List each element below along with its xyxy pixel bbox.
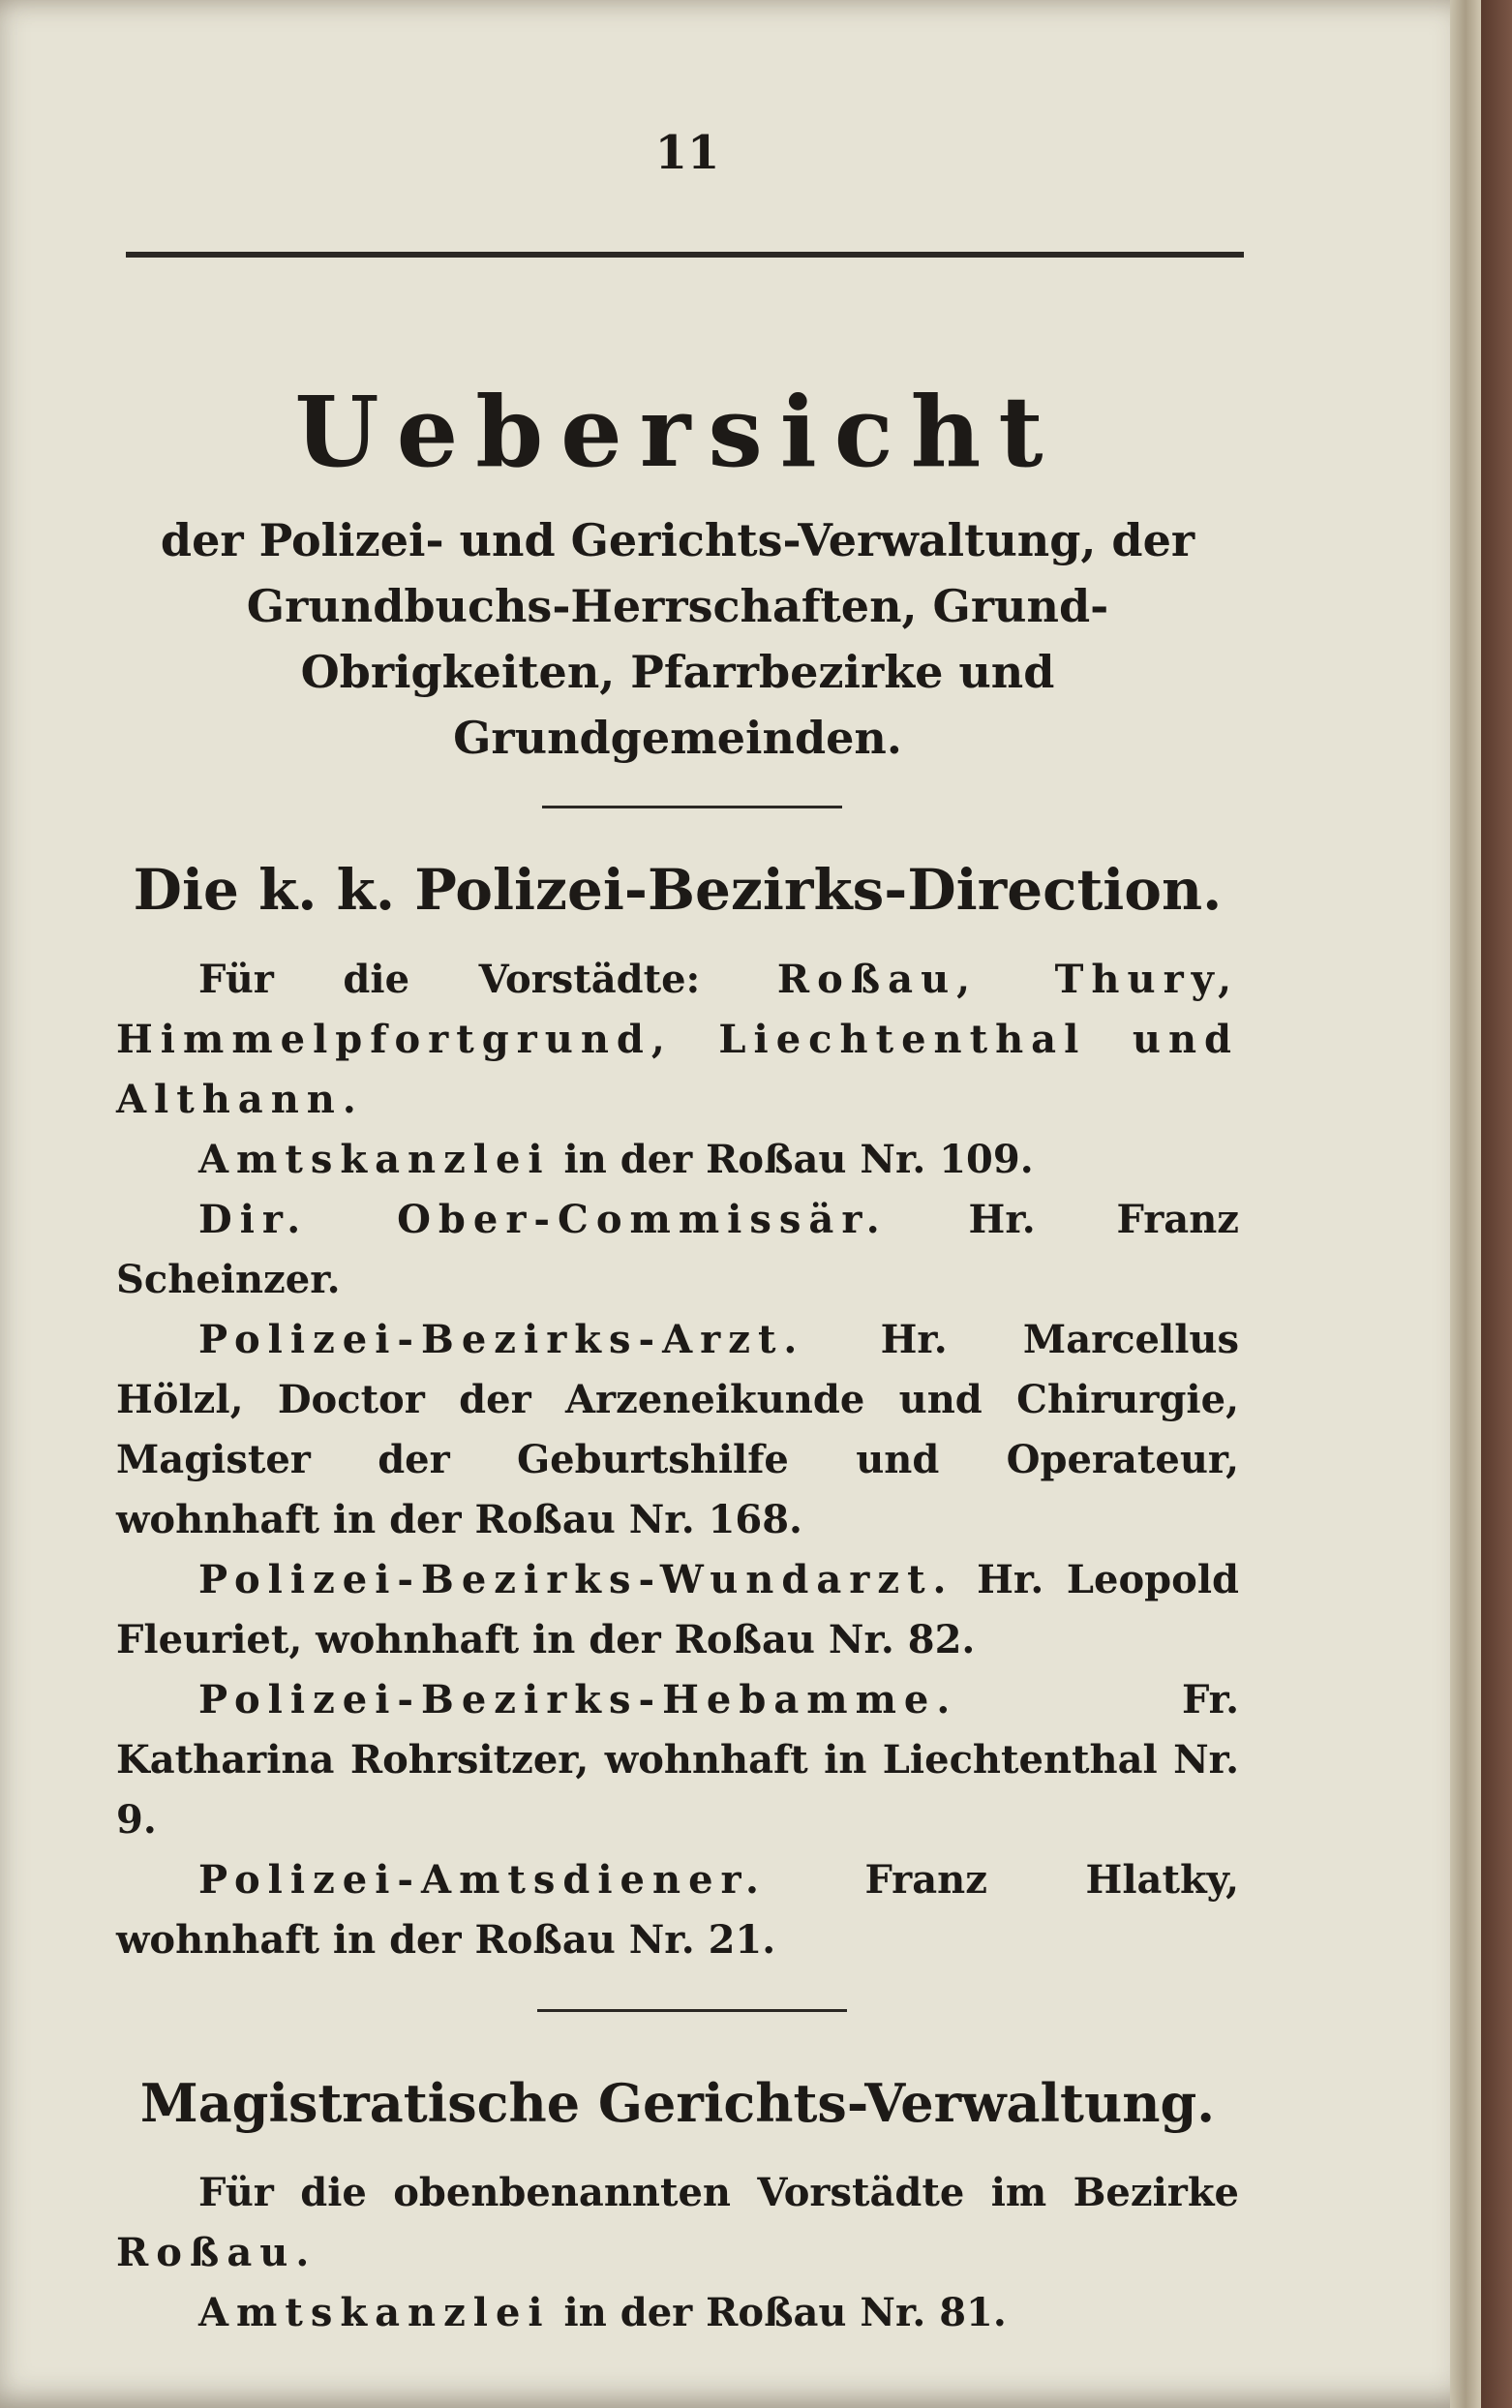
page-subtitle: der Polizei- und Gerichts-Verwaltung, der Grundbuchs-Herrschaften, Grund-Obrigkeiten, Pfarrbezirke und Grundgemeinden. — [160, 514, 1195, 764]
paragraph-hebamme — [116, 1670, 1239, 1850]
paragraph-lead: Polizei-Bezirks-Wundarzt. — [198, 1557, 954, 1602]
page-title: Uebersicht — [294, 375, 1061, 489]
divider-rule — [542, 806, 842, 808]
paragraph-lead: Dir. Ober-Commissär. — [198, 1197, 888, 1242]
paragraph-wundarzt — [116, 1550, 1239, 1670]
paragraph-body: Roßau. — [116, 2230, 318, 2275]
paragraph-lead: Polizei-Bezirks-Hebamme. — [198, 1677, 958, 1722]
divider-rule — [537, 2009, 847, 2012]
paragraph-lead: Polizei-Bezirks-Arzt. — [198, 1317, 805, 1362]
paragraph-body: in der Roßau Nr. 81. — [550, 2290, 1007, 2335]
paragraph-body: Hr. Franz Scheinzer. — [116, 1197, 1239, 1302]
paragraph-director — [116, 1190, 1239, 1310]
paragraph-amtskanzlei — [116, 1130, 1239, 1190]
paragraph-bezirk — [116, 2163, 1239, 2283]
paragraph-lead: Amtskanzlei — [198, 1137, 551, 1182]
page-content — [116, 126, 1239, 2343]
paragraph-body: Roßau, Thury, Himmelpfortgrund, Liechtenthal und Althann. — [116, 957, 1239, 1122]
paragraph-body: Franz Hlatky, wohnhaft in der Roßau Nr. 21. — [116, 1857, 1239, 1963]
paragraph-amtskanzlei-2 — [116, 2283, 1239, 2343]
paragraph-lead: Für die Vorstädte: — [198, 957, 701, 1002]
paragraph-body: Hr. Marcellus Hölzl, Doctor der Arzeneikunde und Chirurgie, Magister der Geburtshilfe und Operateur, wohnhaft in der Roßau Nr. 168. — [116, 1317, 1239, 1542]
paragraph-body: in der Roßau Nr. 109. — [550, 1137, 1034, 1182]
paragraph-amtsdiener — [116, 1850, 1239, 1970]
paragraph-body: Fr. Katharina Rohrsitzer, wohnhaft in Liechtenthal Nr. 9. — [116, 1677, 1239, 1843]
header-rule — [126, 252, 1244, 258]
paragraph-lead: Amtskanzlei — [198, 2290, 551, 2335]
paragraph-body: Hr. Leopold Fleuriet, wohnhaft in der Roßau Nr. 82. — [116, 1557, 1239, 1662]
paragraph-lead: Polizei-Amtsdiener. — [198, 1857, 767, 1903]
paragraph-arzt — [116, 1310, 1239, 1550]
page-number: 11 — [654, 126, 720, 180]
page-edge — [1450, 0, 1481, 2408]
section-heading-polizei: Die k. k. Polizei-Bezirks-Direction. — [133, 857, 1223, 923]
section-heading-magistrat: Magistratische Gerichts-Verwaltung. — [139, 2072, 1216, 2134]
paragraph-vorstaedte — [116, 950, 1239, 1130]
paragraph-lead: Für die obenbenannten Vorstädte im Bezirke — [198, 2170, 1239, 2215]
